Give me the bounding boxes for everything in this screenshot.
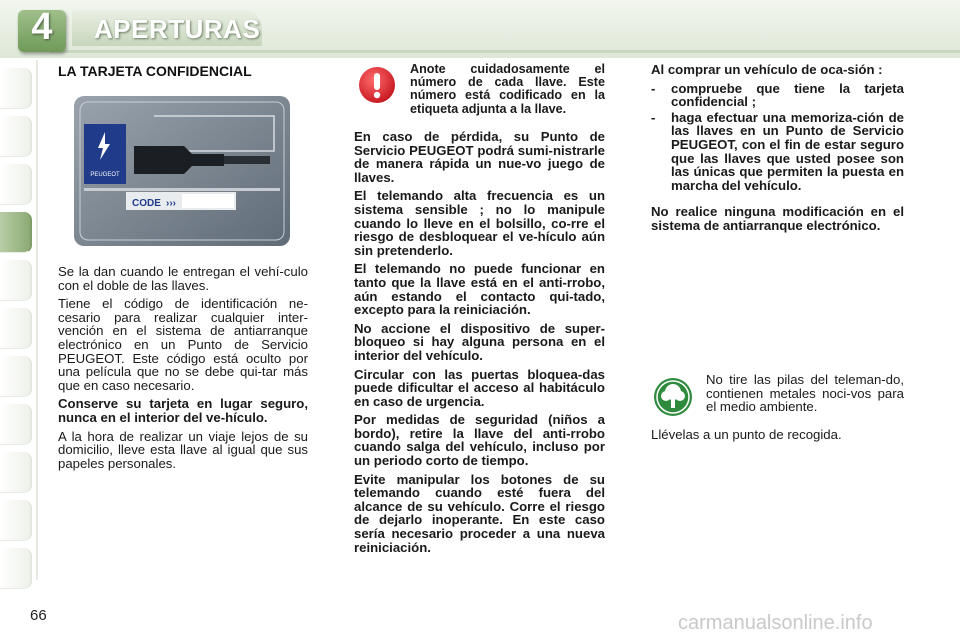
column-middle [354, 130, 605, 559]
remote-buttons-paragraph: Evite manipular los botones de su telemando cuando esté fuera del alcance de su vehículo. Corre el riesgo de dejarlo inoperante. En este caso sería necesario proceder a una nueva reiniciación. [354, 471, 605, 555]
card-brand-label: PEUGEOT [90, 172, 120, 178]
page-number: 66 [30, 607, 47, 624]
key-number-warning: Anote cuidadosamente el número de cada llave. Este número está codificado en la etiqueta adjunta a la llave. [410, 62, 605, 116]
no-modification-paragraph: No realice ninguna modificación en el sistema de antiarranque electrónico. [651, 204, 904, 233]
battery-disposal-note: No tire las pilas del teleman-do, contienen metales noci-vos para el medio ambiente. [706, 372, 904, 415]
confidential-card-image [74, 96, 290, 246]
watermark: carmanualsonline.info [678, 612, 873, 634]
list-dash: - [651, 109, 656, 125]
chapter-title: APERTURAS [94, 14, 261, 44]
side-tab-11[interactable] [0, 548, 32, 589]
locked-doors-paragraph: Circular con las puertas bloquea-das puede dificultar el acceso al habitáculo en caso de urgencia. [354, 366, 605, 409]
column-right [651, 63, 904, 238]
remote-sensitive-paragraph: El telemando alta frecuencia es un sistema sensible ; no lo manipule cuando lo lleve en el bolsillo, co-rre el riesgo de desbloquear el ve-hículo aún sin pretenderlo. [354, 188, 605, 258]
remote-antitheft-paragraph: El telemando no puede funcionar en tanto que la llave está en el anti-rrobo, aún estando el contacto qui-tado, excepto para la reiniciación. [354, 261, 605, 318]
chapter-number: 4 [31, 6, 53, 48]
list-item [651, 111, 904, 193]
tree-icon [653, 377, 693, 417]
list-item-text: haga efectuar una memoriza-ción de las llaves en un Punto de Servicio PEUGEOT, con el fin de estar seguro que las llaves que usted posee son las únicas que permiten la puesta en marcha del vehículo. [671, 109, 904, 193]
list-item-text: compruebe que tiene la tarjeta confidencial ; [671, 80, 904, 110]
card-code-paragraph: Tiene el código de identificación ne-cesario para realizar cualquier inter-vención en el sistema de antiarranque electrónico en un Punto de Servicio PEUGEOT. Este código está oculto por una película que no se debe qui-tar más que en caso necesario. [58, 296, 308, 393]
card-code-label: CODE [132, 198, 161, 209]
deadlock-warning-paragraph: No accione el dispositivo de super-bloqueo si hay alguna persona en el interior del vehículo. [354, 320, 605, 363]
used-vehicle-intro: Al comprar un vehículo de oca-sión : [651, 62, 883, 77]
card-code-arrows: ››› [166, 198, 176, 209]
card-safekeeping-paragraph: Conserve su tarjeta en lugar seguro, nunca en el interior del ve-hículo. [58, 396, 308, 425]
column-left [58, 265, 308, 475]
side-tab-8[interactable] [0, 404, 32, 445]
side-tab-4-active[interactable] [0, 212, 32, 253]
card-intro-paragraph: Se la dan cuando le entregan el vehí-culo con el doble de las llaves. [58, 264, 308, 293]
exclamation-icon [358, 66, 396, 104]
header-divider [50, 50, 960, 53]
side-tab-7[interactable] [0, 356, 32, 397]
child-safety-paragraph: Por medidas de seguridad (niños a bordo), retire la llave del anti-rrobo cuando salga del vehículo, incluso por un periodo corto de tiempo. [354, 412, 605, 469]
side-tab-9[interactable] [0, 452, 32, 493]
card-travel-paragraph: A la hora de realizar un viaje lejos de su domicilio, lleve esta llave al igual que sus papeles personales. [58, 428, 308, 471]
side-rail-line [36, 60, 38, 580]
side-tab-6[interactable] [0, 308, 32, 349]
list-item [651, 82, 904, 109]
side-tab-2[interactable] [0, 116, 32, 157]
side-tab-3[interactable] [0, 164, 32, 205]
chapter-side-tabs [0, 60, 36, 580]
section-title: LA TARJETA CONFIDENCIAL [58, 63, 252, 79]
side-tab-5[interactable] [0, 260, 32, 301]
side-tab-1[interactable] [0, 68, 32, 109]
lost-key-paragraph: En caso de pérdida, su Punto de Servicio PEUGEOT podrá sumi-nistrarle de manera rápida un nue-vo juego de llaves. [354, 129, 605, 185]
list-dash: - [651, 80, 656, 96]
battery-collection-note: Llévelas a un punto de recogida. [651, 427, 842, 442]
side-tab-10[interactable] [0, 500, 32, 541]
